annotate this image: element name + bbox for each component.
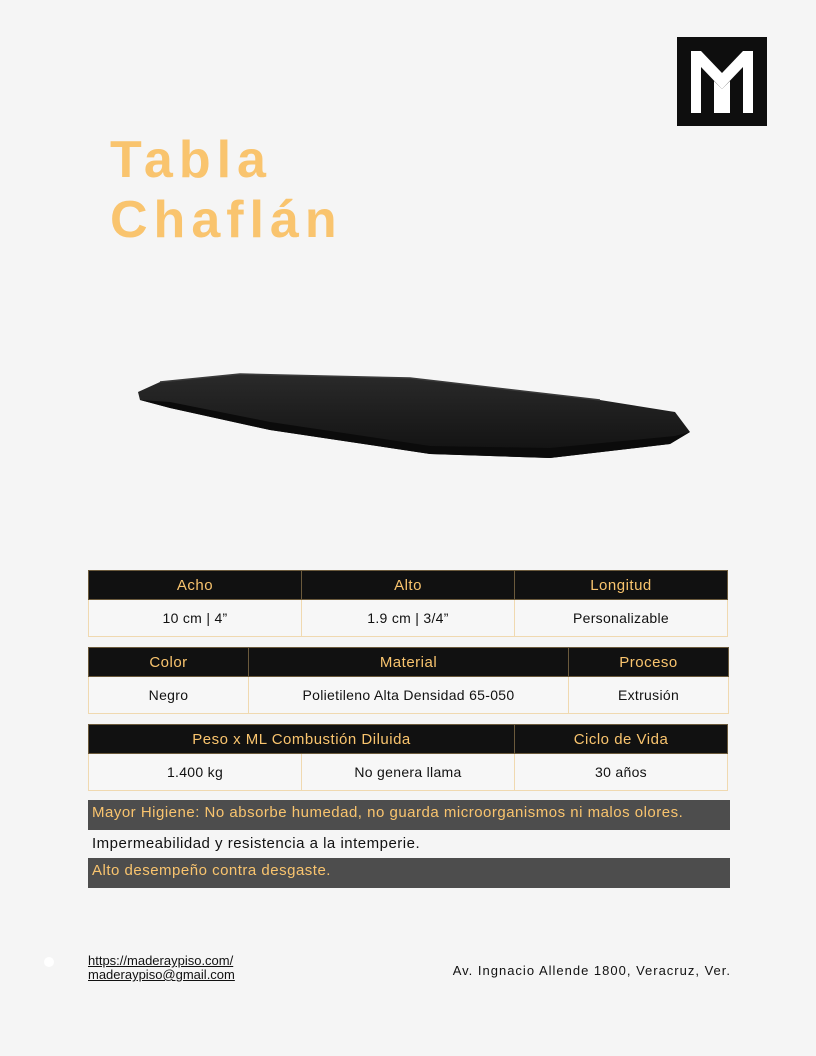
header-weight-combustion: Peso x ML Combustión Diluida [89, 725, 515, 754]
page-title [110, 130, 343, 250]
footer-address: Av. Ingnacio Allende 1800, Veracruz, Ver. [452, 963, 731, 978]
value-combustion: No genera llama [302, 754, 515, 791]
table-row [89, 677, 729, 714]
table-row [89, 600, 728, 637]
feature-wear-resistance: Alto desempeño contra desgaste. [88, 858, 730, 888]
table-header-row [89, 725, 728, 754]
title-line-2: Chaflán [110, 191, 343, 249]
value-life-cycle: 30 años [515, 754, 728, 791]
website-link[interactable]: https://maderaypiso.com/ [88, 953, 234, 968]
table-header-row [89, 648, 729, 677]
header-process: Proceso [569, 648, 729, 677]
performance-table [88, 724, 728, 791]
feature-weather-resistance: Impermeabilidad y resistencia a la intemperie. [92, 835, 421, 852]
value-color: Negro [89, 677, 249, 714]
value-width: 10 cm | 4” [89, 600, 302, 637]
m-logo-icon [677, 37, 767, 126]
material-table [88, 647, 729, 714]
header-color: Color [89, 648, 249, 677]
footer-dot [44, 957, 54, 967]
table-row [89, 754, 728, 791]
table-header-row [89, 571, 728, 600]
value-height: 1.9 cm | 3/4” [302, 600, 515, 637]
email-link[interactable]: maderaypiso@gmail.com [88, 967, 235, 982]
value-weight: 1.400 kg [89, 754, 302, 791]
chamfer-board-image [130, 360, 700, 470]
dimensions-table [88, 570, 728, 637]
header-height: Alto [302, 571, 515, 600]
product-image [130, 360, 700, 475]
header-life-cycle: Ciclo de Vida [515, 725, 728, 754]
value-material: Polietileno Alta Densidad 65-050 [249, 677, 569, 714]
header-material: Material [249, 648, 569, 677]
header-length: Longitud [515, 571, 728, 600]
value-length: Personalizable [515, 600, 728, 637]
value-process: Extrusión [569, 677, 729, 714]
title-line-1: Tabla [110, 131, 272, 189]
feature-hygiene: Mayor Higiene: No absorbe humedad, no guarda microorganismos ni malos olores. [88, 800, 730, 830]
header-width: Acho [89, 571, 302, 600]
footer-links [88, 954, 235, 982]
brand-logo [677, 37, 767, 126]
